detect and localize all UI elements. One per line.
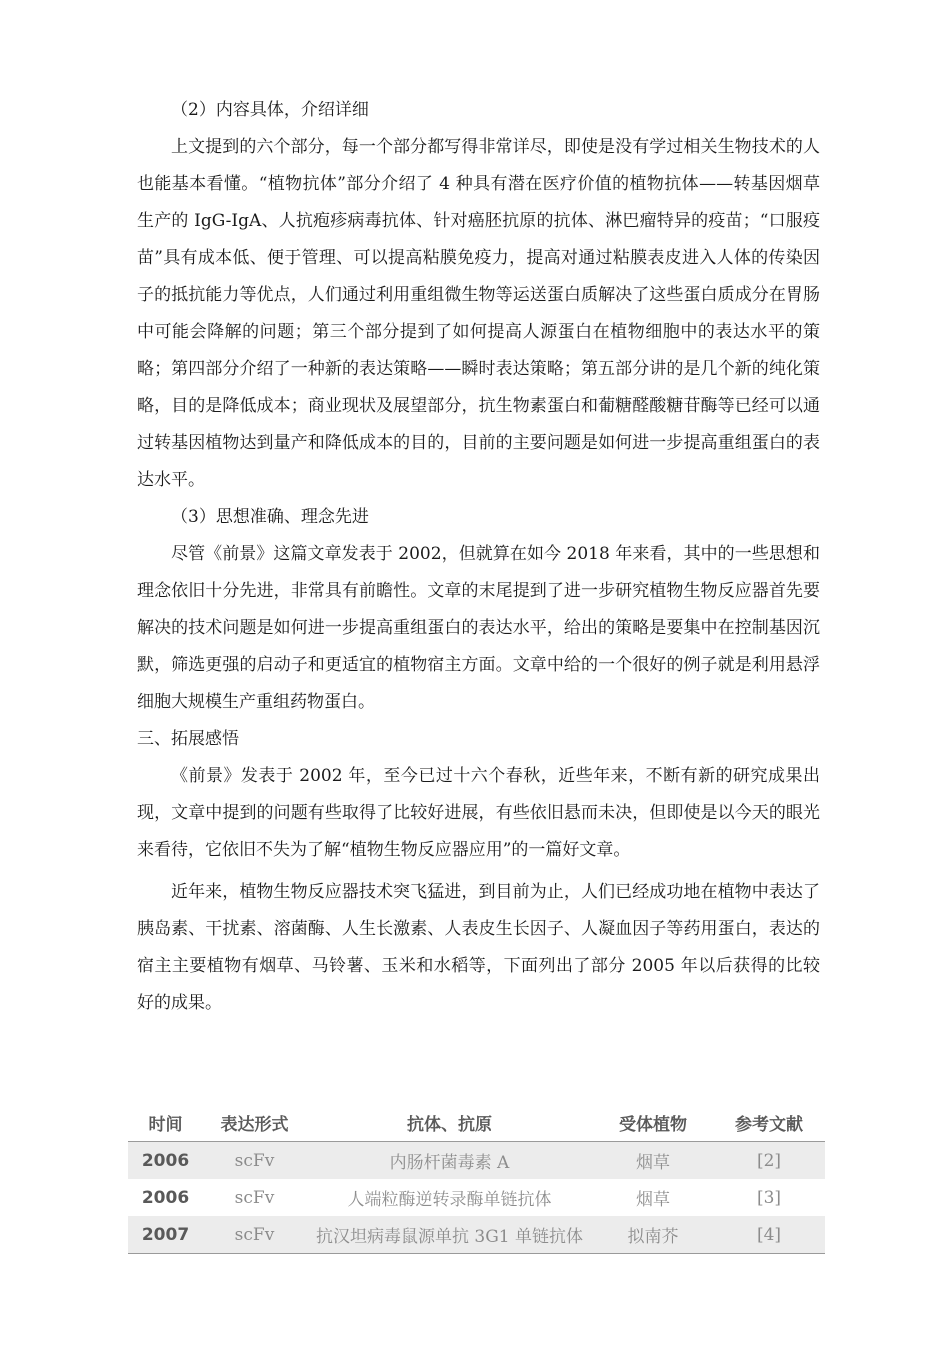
header-reference: 参考文献	[713, 1103, 825, 1142]
table-header-row	[128, 1103, 825, 1142]
header-host-plant: 受体植物	[593, 1103, 713, 1142]
paragraph: 近年来，植物生物反应器技术突飞猛进，到目前为止，人们已经成功地在植物中表达了胰岛素、干扰素、溶菌酶、人生长激素、人表皮生长因子、人凝血因子等药用蛋白，表达的宿主主要植物有烟草、马铃薯、玉米和水稻等，下面列出了部分 2005 年以后获得的比较好的成果。	[137, 882, 820, 1013]
cell-antibody-antigen: 人端粒酶逆转录酶单链抗体	[347, 1190, 552, 1210]
cell-expression-form: scFv	[234, 1187, 275, 1208]
table-row	[128, 1142, 825, 1180]
cell-expression-form: scFv	[203, 1216, 306, 1254]
subheading: （2）内容具体，介绍详细	[171, 100, 369, 120]
cell-host-plant: 烟草	[593, 1142, 713, 1180]
cell-expression-form: scFv	[203, 1142, 306, 1180]
cell-host-plant: 拟南芥	[593, 1216, 713, 1254]
cell-reference: [3]	[756, 1187, 782, 1208]
cell-host-plant: 烟草	[636, 1190, 670, 1210]
results-table	[128, 1103, 825, 1254]
header-expression-form: 表达形式	[203, 1103, 306, 1142]
table-row	[128, 1179, 825, 1216]
subheading: （3）思想准确、理念先进	[171, 507, 369, 527]
cell-reference: [2]	[713, 1142, 825, 1180]
cell-reference: [4]	[713, 1216, 825, 1254]
cell-antibody-antigen: 抗汉坦病毒鼠源单抗 3G1 单链抗体	[306, 1216, 593, 1254]
cell-time: 2006	[128, 1142, 203, 1180]
table-row	[128, 1216, 825, 1254]
cell-time: 2006	[141, 1187, 190, 1208]
paragraph: 尽管《前景》这篇文章发表于 2002，但就算在如今 2018 年来看，其中的一些思想和理念依旧十分先进，非常具有前瞻性。文章的末尾提到了进一步研究植物生物反应器首先要解决的技术问题是如何进一步提高重组蛋白的表达水平，给出的策略是要集中在控制基因沉默，筛选更强的启动子和更适宜的植物宿主方面。文章中给的一个很好的例子就是利用悬浮细胞大规模生产重组药物蛋白。	[137, 544, 820, 712]
header-time: 时间	[128, 1103, 203, 1142]
cell-time: 2007	[128, 1216, 203, 1254]
paragraph: 《前景》发表于 2002 年，至今已过十六个春秋，近些年来，不断有新的研究成果出现，文章中提到的问题有些取得了比较好进展，有些依旧悬而未决，但即使是以今天的眼光来看待，它依旧不失为了解“植物生物反应器应用”的一篇好文章。	[137, 766, 820, 860]
body-text	[137, 92, 820, 1022]
header-antibody-antigen: 抗体、抗原	[306, 1103, 593, 1142]
paragraph: 上文提到的六个部分，每一个部分都写得非常详尽，即使是没有学过相关生物技术的人也能基本看懂。“植物抗体”部分介绍了 4 种具有潜在医疗价值的植物抗体——转基因烟草生产的 IgG-IgA、人抗疱疹病毒抗体、针对癌胚抗原的抗体、淋巴瘤特异的疫苗；“口服疫苗”具有成本低、便于管理、可以提高粘膜免疫力，提高对通过粘膜表皮进入人体的传染因子的抵抗能力等优点，人们通过利用重组微生物等运送蛋白质解决了这些蛋白质成分在胃肠中可能会降解的问题；第三个部分提到了如何提高人源蛋白在植物细胞中的表达水平的策略；第四部分介绍了一种新的表达策略——瞬时表达策略；第五部分讲的是几个新的纯化策略，目的是降低成本；商业现状及展望部分，抗生物素蛋白和葡糖醛酸糖苷酶等已经可以通过转基因植物达到量产和降低成本的目的，目前的主要问题是如何进一步提高重组蛋白的表达水平。	[137, 137, 820, 490]
cell-antibody-antigen: 内肠杆菌毒素 A	[306, 1142, 593, 1180]
section-heading: 三、拓展感悟	[137, 729, 239, 749]
